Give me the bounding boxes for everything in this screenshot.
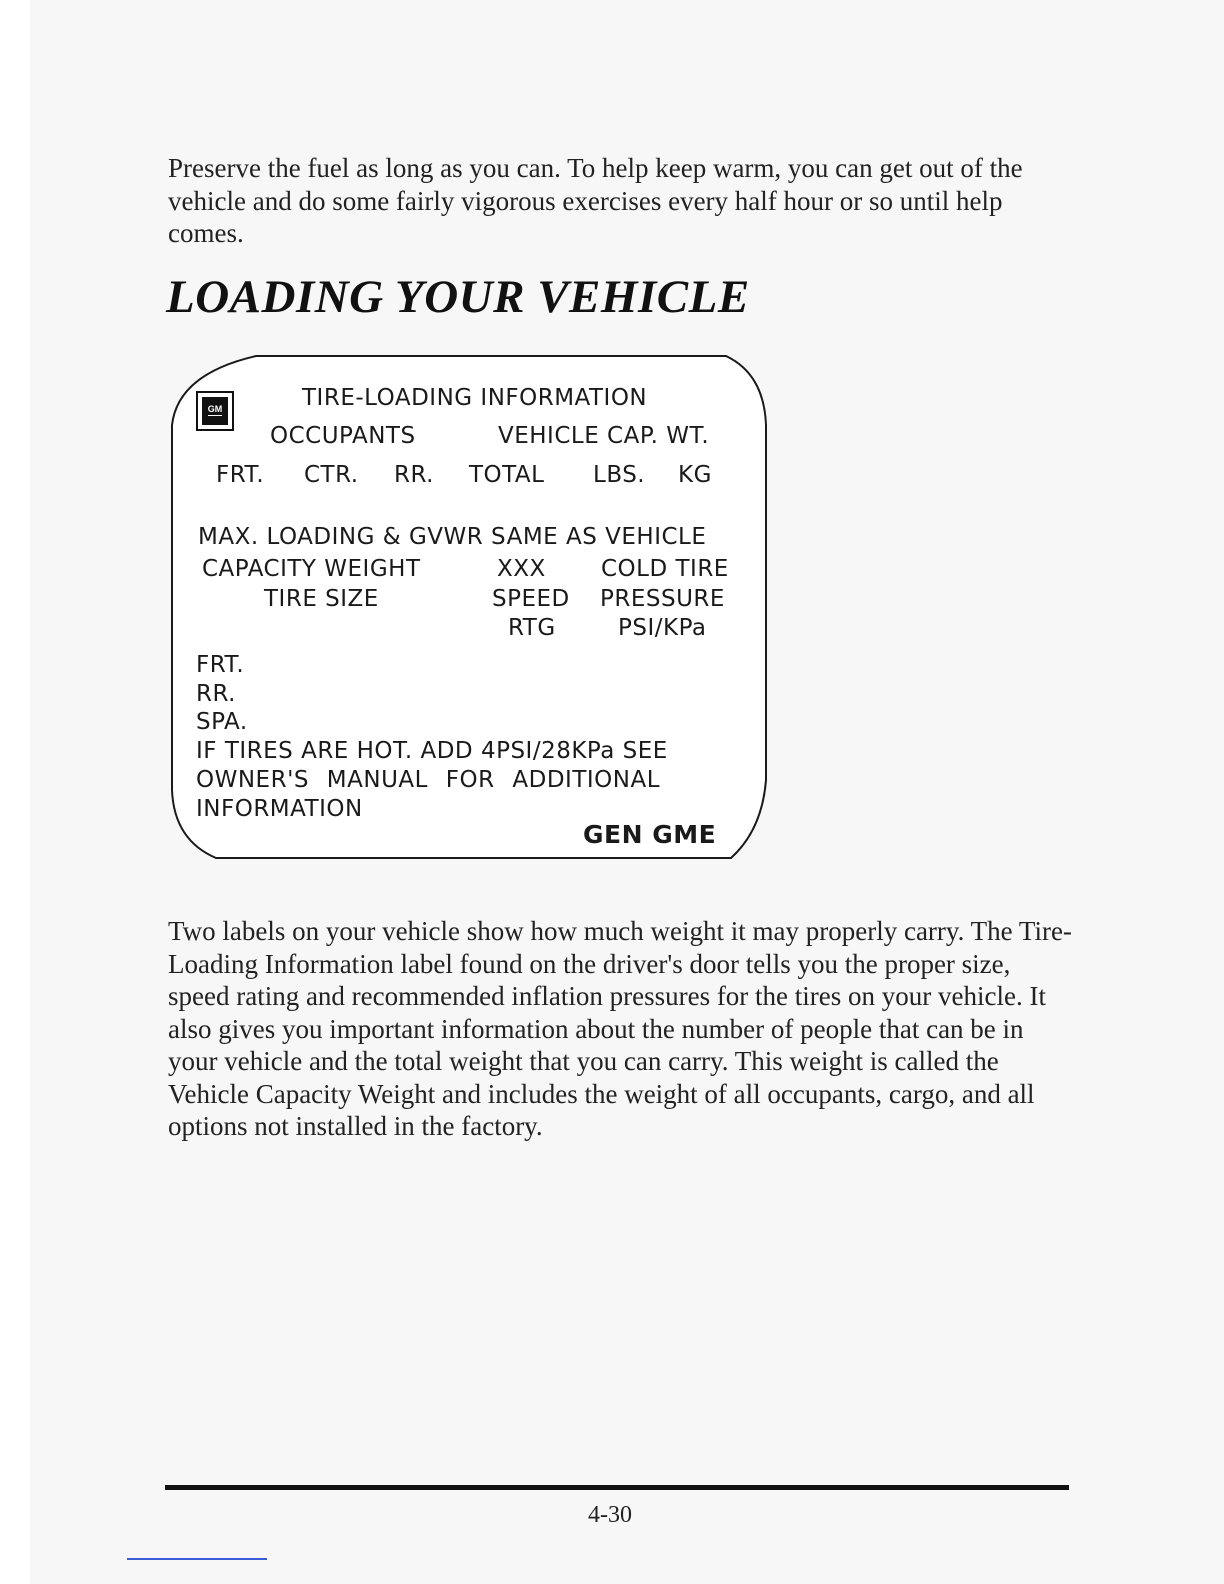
capacity-header: VEHICLE CAP. WT. bbox=[498, 423, 710, 449]
capacity-weight: CAPACITY WEIGHT bbox=[202, 556, 421, 582]
intro-paragraph: Preserve the fuel as long as you can. To help keep warm, you can get out of the vehicle and do some fairly vigorous exercises every half hour or so until help comes. bbox=[168, 153, 1023, 248]
pressure: PRESSURE bbox=[600, 586, 725, 612]
col-ctr: CTR. bbox=[304, 462, 359, 488]
hot-line-1: IF TIRES ARE HOT. ADD 4PSI/28KPa SEE bbox=[196, 738, 668, 764]
row-frt: FRT. bbox=[196, 652, 245, 678]
body-paragraph: Two labels on your vehicle show how much weight it may properly carry. The Tire-Loading Information label found on the driver's door tells you the proper size, speed rating and recommended inflation pressures for the tires on your vehicle. It also gives you important information about the number of people that can be in your vehicle and the total weight that you can carry. This weight is called the Vehicle Capacity Weight and includes the weight of all occupants, cargo, and all options not installed in the factory. bbox=[168, 916, 1072, 1141]
hot-line-2: OWNER'S MANUAL FOR ADDITIONAL bbox=[196, 767, 661, 793]
tire-label-title: TIRE-LOADING INFORMATION bbox=[302, 385, 648, 411]
col-kg: KG bbox=[678, 462, 712, 488]
hot-line-3: INFORMATION bbox=[196, 796, 363, 822]
page-number: 4-30 bbox=[588, 1502, 632, 1528]
col-rr: RR. bbox=[394, 462, 434, 488]
col-total: TOTAL bbox=[469, 462, 545, 488]
max-loading-line: MAX. LOADING & GVWR SAME AS VEHICLE bbox=[198, 524, 707, 550]
speed: SPEED bbox=[492, 586, 570, 612]
xxx-value: XXX bbox=[497, 556, 546, 582]
col-lbs: LBS. bbox=[593, 462, 646, 488]
tire-size: TIRE SIZE bbox=[264, 586, 379, 612]
section-heading: LOADING YOUR VEHICLE bbox=[166, 271, 750, 323]
rtg: RTG bbox=[508, 615, 556, 641]
footer-rule bbox=[165, 1485, 1069, 1490]
cold-tire: COLD TIRE bbox=[601, 556, 729, 582]
psi-kpa: PSI/KPa bbox=[618, 615, 707, 641]
row-spa: SPA. bbox=[196, 709, 248, 735]
col-frt: FRT. bbox=[216, 462, 265, 488]
row-rr: RR. bbox=[196, 681, 236, 707]
occupants-header: OCCUPANTS bbox=[270, 423, 416, 449]
gm-logo-icon: GM bbox=[196, 391, 234, 431]
corner-link-underline bbox=[127, 1558, 267, 1560]
label-code: GEN GME bbox=[583, 820, 717, 849]
